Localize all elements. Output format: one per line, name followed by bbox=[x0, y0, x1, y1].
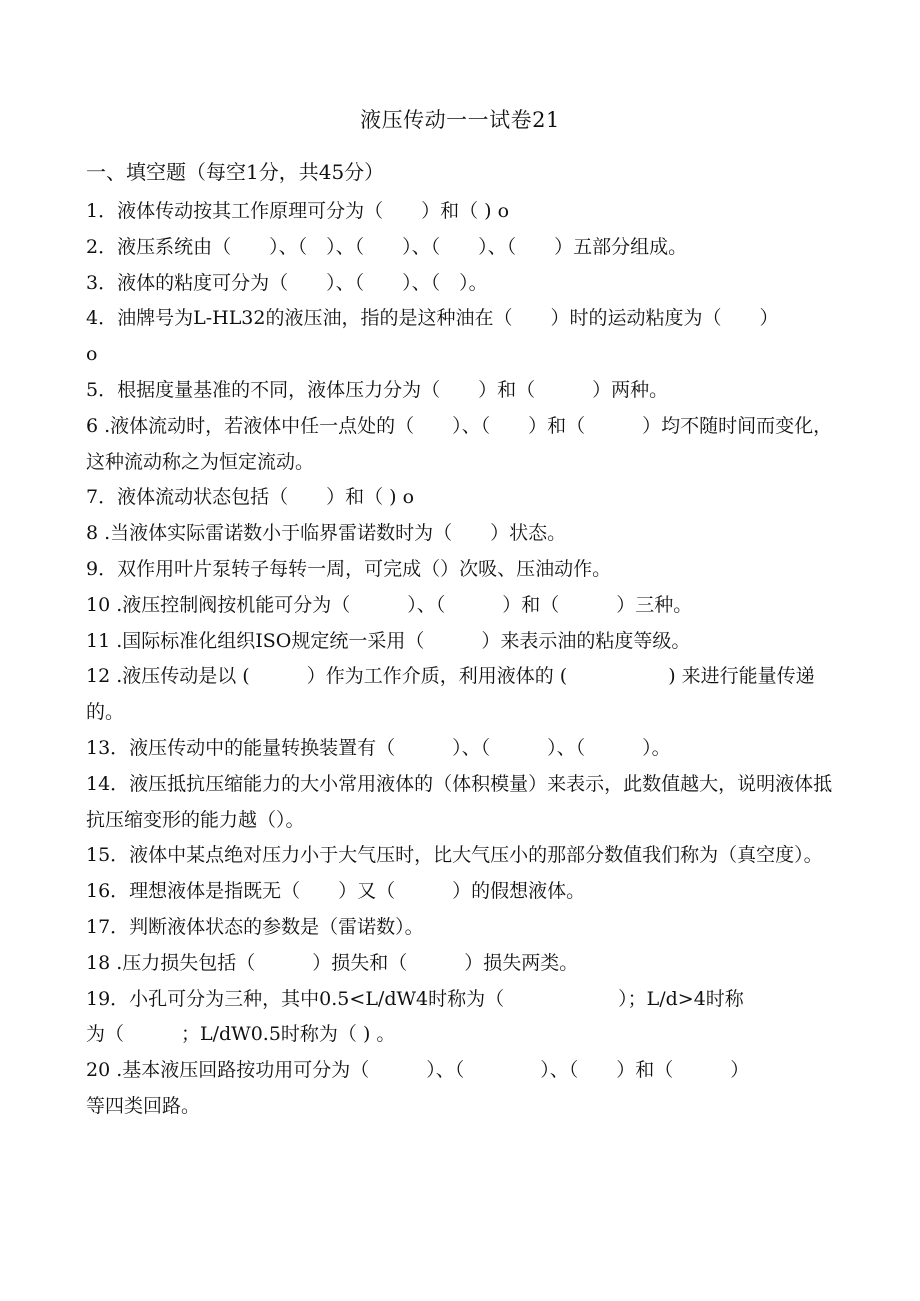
question-item: 1．液体传动按其工作原理可分为（ ）和（ ) o bbox=[86, 200, 510, 222]
question-item: 18 .压力损失包括（ ）损失和（ ）损失两类。 bbox=[86, 951, 579, 974]
question-item: 9．双作用叶片泵转子每转一周，可完成（）次吸、压油动作。 bbox=[86, 557, 612, 580]
section-heading: 一、填空题（每空1分，共45分） bbox=[86, 160, 385, 184]
question-item: 6 .液体流动时，若液体中任一点处的（ ）、（ ）和（ ）均不随时间而变化，这种流动称之为恒定流动。 bbox=[86, 414, 833, 473]
question-item: 20 .基本液压回路按功用可分为（ ）、（ ）、（ ）和（ ） 等四类回路。 bbox=[86, 1059, 750, 1117]
question-item: 8 .当液体实际雷诺数小于临界雷诺数时为（ ）状态。 bbox=[86, 522, 567, 545]
question-item: 17．判断液体状态的参数是（雷诺数）。 bbox=[86, 915, 424, 938]
page-title: 液压传动一一试卷21 bbox=[360, 108, 560, 132]
question-item: 14．液压抵抗压缩能力的大小常用液体的（体积模量）来表示，此数值越大，说明液体抵抗压缩变形的能力越（）。 bbox=[86, 772, 833, 831]
question-item: 4．油牌号为L-HL32的液压油，指的是这种油在（ ）时的运动粘度为（ ） o bbox=[86, 307, 779, 366]
question-item: 2．液压系统由（ ）、（ ）、（ ）、（ ）、（ ）五部分组成。 bbox=[86, 235, 688, 258]
question-item: 10 .液压控制阀按机能可分为（ ）、（ ）和（ ）三种。 bbox=[86, 593, 693, 616]
question-item: 5．根据度量基准的不同，液体压力分为（ ）和（ ）两种。 bbox=[86, 378, 669, 401]
question-list bbox=[86, 194, 834, 1125]
question-item: 11 .国际标准化组织ISO规定统一采用（ ）来表示油的粘度等级。 bbox=[86, 629, 691, 652]
question-item: 12 .液压传动是以 ( ）作为工作介质，利用液体的 ( ) 来进行能量传递的。 bbox=[86, 665, 815, 724]
question-item: 19．小孔可分为三种，其中0.5<L∕dW4时称为（ ）；L/d>4时称 为（ ；L∕dW0.5时称为（ ) 。 bbox=[86, 987, 744, 1046]
question-item: 13．液压传动中的能量转换装置有（ ）、（ ）、（ ）。 bbox=[86, 736, 671, 759]
question-item: 15．液体中某点绝对压力小于大气压时，比大气压小的那部分数值我们称为（真空度）。 bbox=[86, 844, 823, 867]
question-item: 16．理想液体是指既无（ ）又（ ）的假想液体。 bbox=[86, 880, 586, 903]
question-item: 7．液体流动状态包括（ ）和（ ) o bbox=[86, 486, 415, 509]
question-item: 3．液体的粘度可分为（ ）、（ ）、（ ）。 bbox=[86, 271, 488, 294]
